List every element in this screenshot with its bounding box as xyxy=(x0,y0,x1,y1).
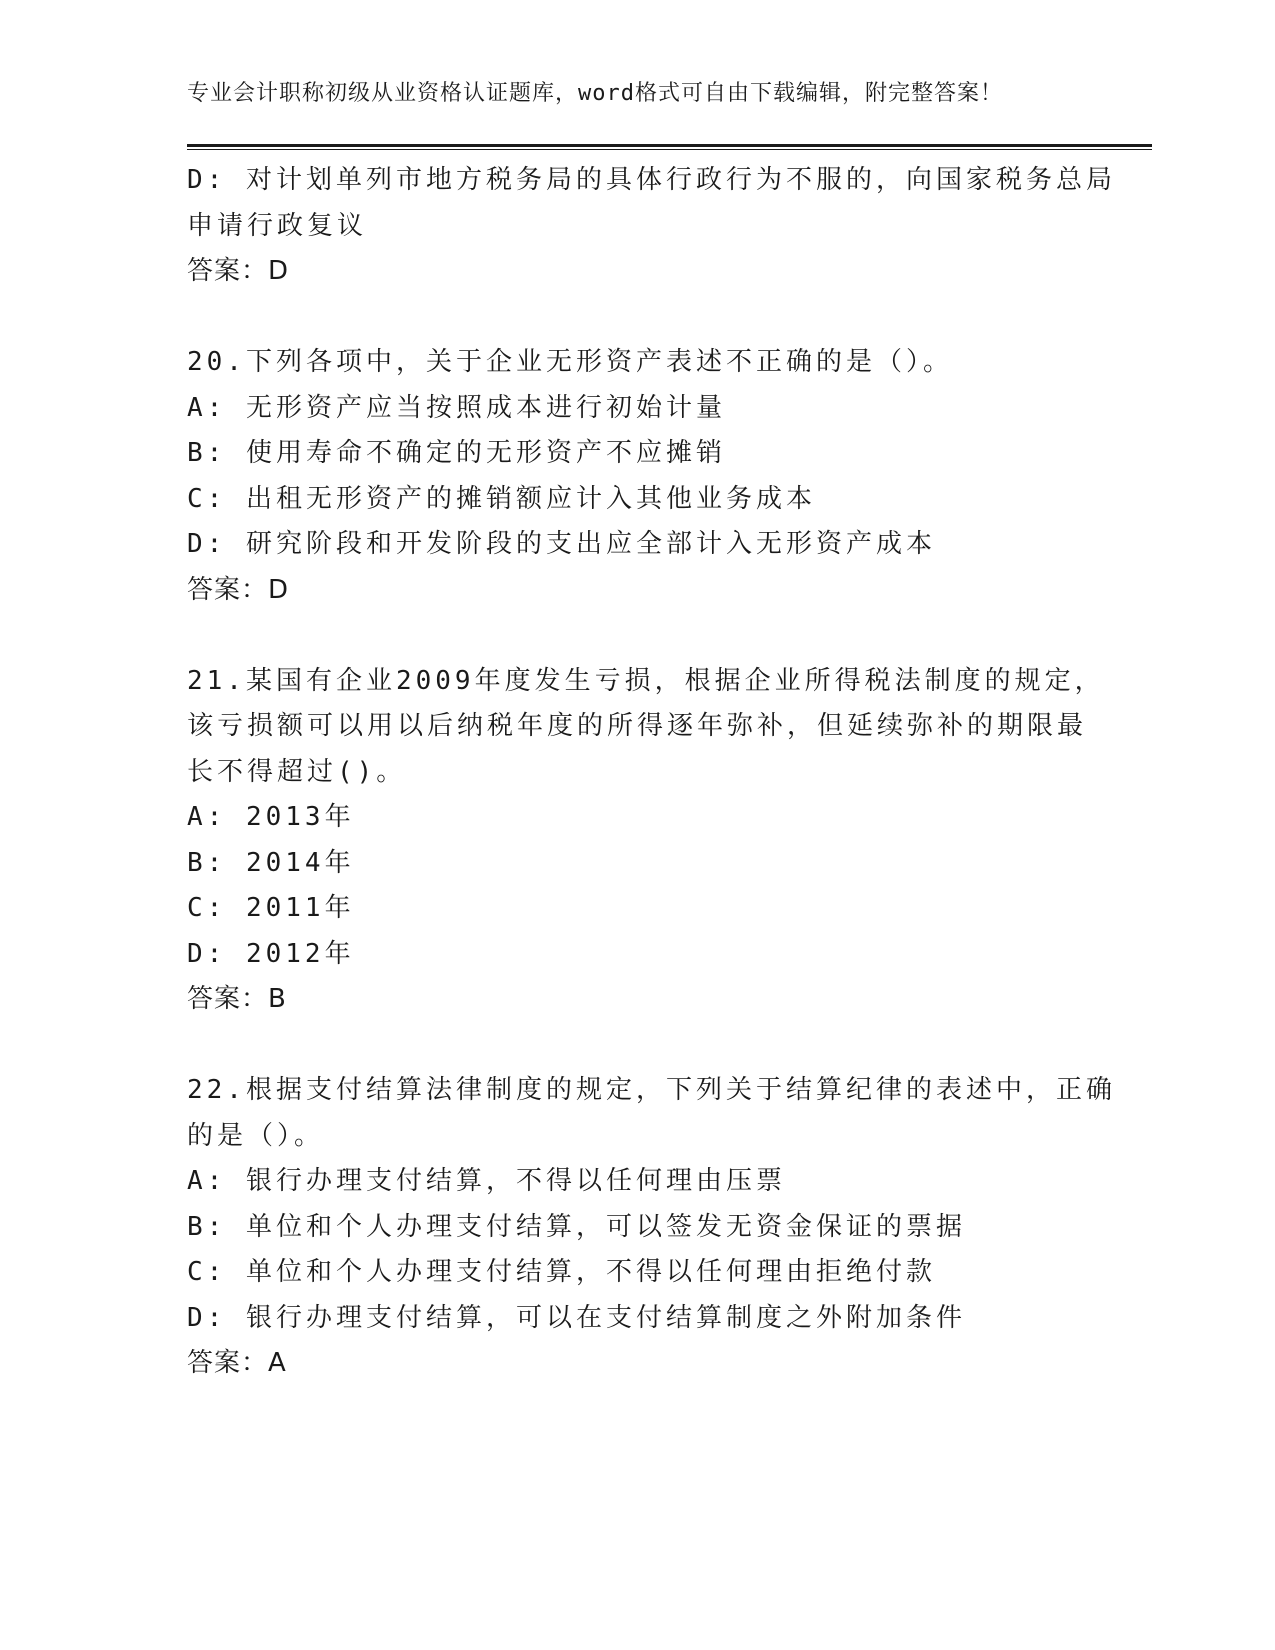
option-d: D: 银行办理支付结算，可以在支付结算制度之外附加条件 xyxy=(187,1302,966,1333)
question-stem: 21.某国有企业2009年度发生亏损，根据企业所得税法制度的规定， xyxy=(187,665,1105,696)
question-stem: 的是（）。 xyxy=(187,1120,325,1151)
option-b: B: 单位和个人办理支付结算，可以签发无资金保证的票据 xyxy=(187,1211,966,1242)
question-block xyxy=(187,1068,1116,1387)
option-c: C: 单位和个人办理支付结算，不得以任何理由拒绝付款 xyxy=(187,1257,936,1287)
option-b: B: 2014年 xyxy=(187,847,355,878)
option-c: C: 2011年 xyxy=(187,893,355,923)
question-block xyxy=(187,340,1107,613)
question-block xyxy=(187,158,1116,295)
option-a: A: 无形资产应当按照成本进行初始计量 xyxy=(187,392,726,423)
question-stem: 20.下列各项中，关于企业无形资产表述不正确的是（）。 xyxy=(187,347,953,377)
spacer xyxy=(187,295,1107,341)
spacer xyxy=(187,613,1107,659)
header-rule-thick xyxy=(187,144,1152,147)
option-a: A: 银行办理支付结算，不得以任何理由压票 xyxy=(187,1166,786,1196)
option-d-line-2: 申请行政复议 xyxy=(187,210,368,241)
question-content xyxy=(187,158,1116,1387)
question-stem: 长不得超过()。 xyxy=(187,756,407,787)
answer-line: 答案：A xyxy=(187,1348,287,1378)
spacer xyxy=(187,1023,1107,1069)
answer-line: 答案：D xyxy=(187,574,290,605)
question-stem: 22.根据支付结算法律制度的规定，下列关于结算纪律的表述中，正确 xyxy=(187,1075,1116,1105)
option-d: D: 研究阶段和开发阶段的支出应全部计入无形资产成本 xyxy=(187,529,936,559)
question-block xyxy=(187,659,1107,1023)
answer-line: 答案：B xyxy=(187,984,287,1014)
question-stem: 该亏损额可以用以后纳税年度的所得逐年弥补，但延续弥补的期限最 xyxy=(187,711,1088,741)
option-d-line-1: D: 对计划单列市地方税务局的具体行政行为不服的，向国家税务总局 xyxy=(187,165,1116,195)
option-b: B: 使用寿命不确定的无形资产不应摊销 xyxy=(187,438,726,468)
option-d: D: 2012年 xyxy=(187,938,355,969)
option-c: C: 出租无形资产的摊销额应计入其他业务成本 xyxy=(187,483,816,514)
option-a: A: 2013年 xyxy=(187,802,355,832)
header-rule-thin xyxy=(187,149,1152,150)
answer-line: 答案：D xyxy=(187,256,290,286)
page-header: 专业会计职称初级从业资格认证题库，word格式可自由下载编辑，附完整答案！ xyxy=(187,81,1003,106)
